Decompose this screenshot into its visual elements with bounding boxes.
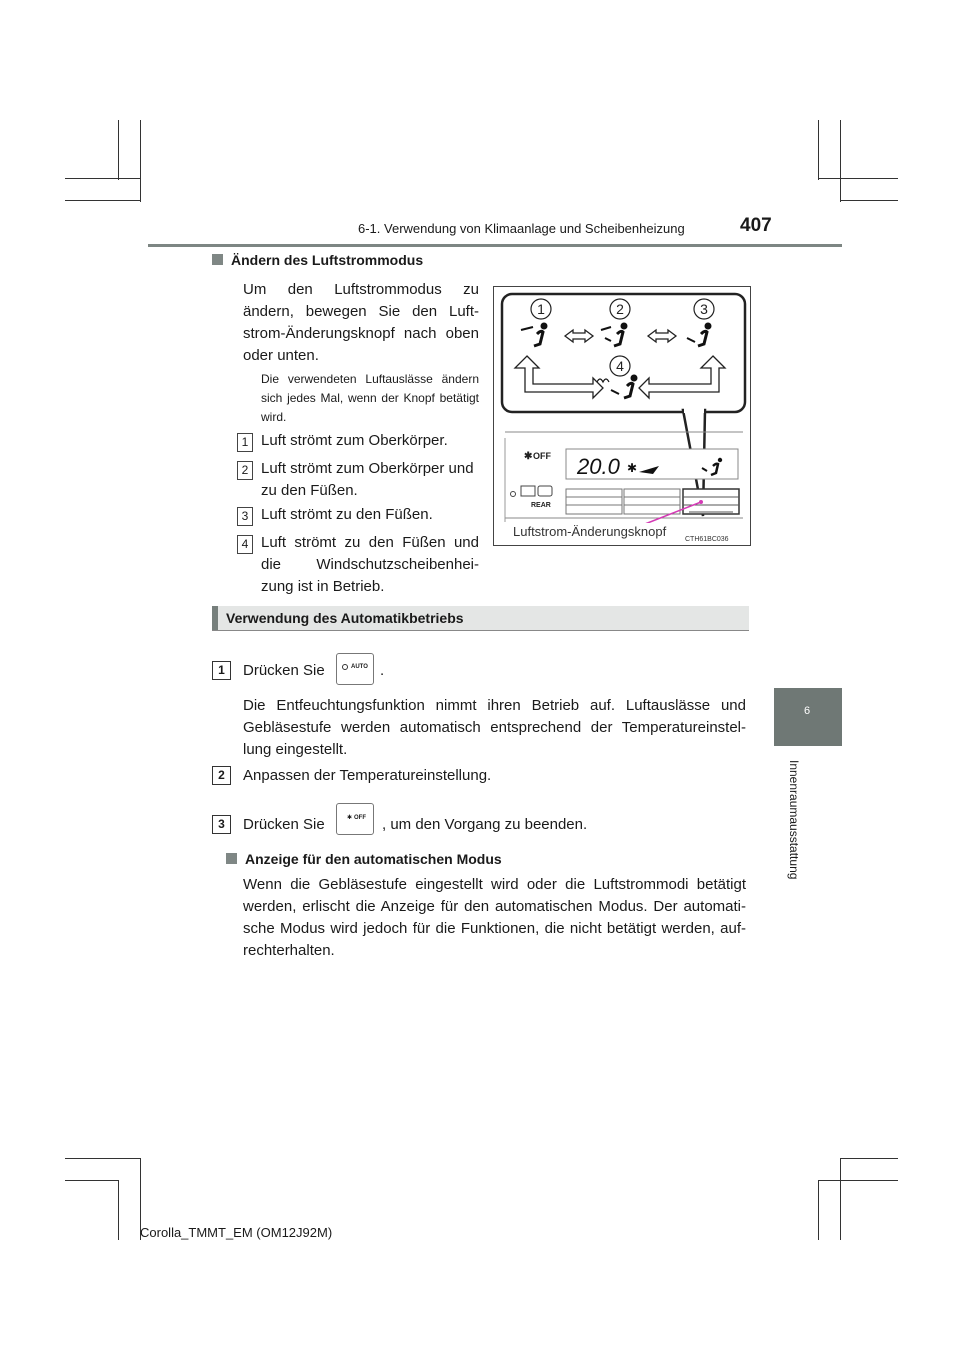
step-number: 3 <box>212 815 231 834</box>
diagram-number: 3 <box>700 301 708 317</box>
diagram-number: 4 <box>616 358 624 374</box>
section-banner-auto: Verwendung des Automatikbetriebs <box>212 606 749 631</box>
list-item: Luft strömt zu den Füßen und die Windschutzscheibenhei-zung ist in Betrieb. <box>261 534 479 595</box>
diagram-number: 2 <box>616 301 624 317</box>
bullet-square-icon <box>226 853 237 864</box>
step-2-text: Anpassen der Temperatureinstellung. <box>243 767 492 784</box>
step-1-lead: Drücken Sie <box>243 662 325 679</box>
step-number: 2 <box>212 766 231 785</box>
fan-icon: ✱ <box>347 815 353 821</box>
list-item: Luft strömt zum Oberkörper. <box>261 432 448 449</box>
chapter-side-label-text: Innenraumausstattung <box>787 760 801 880</box>
step-3-lead: Drücken Sie <box>243 816 325 833</box>
list-number: 2 <box>237 461 253 480</box>
airflow-note: Die verwendeten Luftauslässe ändern sich jedes Mal, wenn der Knopf betätigt wird. <box>261 372 479 424</box>
step-3-tail: , um den Vorgang zu beenden. <box>382 816 588 833</box>
list-number: 1 <box>237 433 253 452</box>
footer-doc-id: Corolla_TMMT_EM (OM12J92M) <box>140 1225 333 1240</box>
chapter-tab <box>774 688 842 746</box>
rear-label: REAR <box>531 502 551 509</box>
off-button-icon: ✱ OFF <box>336 803 374 835</box>
list-item: Luft strömt zum Oberkörper und zu den Füßen. <box>261 460 474 499</box>
chapter-title: 6-1. Verwendung von Klimaanlage und Scheibenheizung <box>358 221 685 236</box>
chapter-side-label <box>773 760 813 900</box>
list-item: Luft strömt zu den Füßen. <box>261 506 433 523</box>
step-1-detail: Die Entfeuchtungsfunktion nimmt ihren Betrieb auf. Luftauslässe und Gebläsestufe werden automatisch entsprechend der Temperatureinstel-lung eingestellt. <box>243 697 746 758</box>
display-temperature: 20.0 <box>577 454 620 479</box>
auto-indicator-text: Wenn die Gebläsestufe eingestellt wird oder die Luftstrommodi betätigt werden, erlischt die Anzeige für den automatischen Modus. Der automati-sche Modus wird jedoch für die Funktionen, die nicht betätigt werden, auf-rechterhalten. <box>243 876 746 959</box>
airflow-intro: Um den Luftstrommodus zu ändern, bewegen Sie den Luft-strom-Änderungsknopf nach oben oder unten. <box>243 281 479 364</box>
step-number: 1 <box>212 661 231 680</box>
list-number: 3 <box>237 507 253 526</box>
figure-code: CTH61BC036 <box>685 536 729 543</box>
off-label: OFF <box>533 451 551 461</box>
list-number: 4 <box>237 535 253 554</box>
callout-label: Luftstrom-Änderungsknopf <box>513 524 667 539</box>
indicator-lamp-icon <box>342 664 348 670</box>
svg-text:✱: ✱ <box>627 461 638 475</box>
subheading-auto-indicator: Anzeige für den automatischen Modus <box>226 851 502 867</box>
bullet-square-icon <box>212 254 223 265</box>
auto-button-icon: AUTO <box>336 653 374 685</box>
header-rule <box>148 244 842 247</box>
page-number: 407 <box>740 215 772 236</box>
diagram-number: 1 <box>537 301 545 317</box>
step-1-tail: . <box>380 662 385 679</box>
airflow-diagram <box>493 286 751 546</box>
svg-text:✱: ✱ <box>524 451 533 462</box>
section-heading-airflow: Ändern des Luftstrommodus <box>212 252 423 268</box>
chapter-tab-number: 6 <box>804 705 811 717</box>
